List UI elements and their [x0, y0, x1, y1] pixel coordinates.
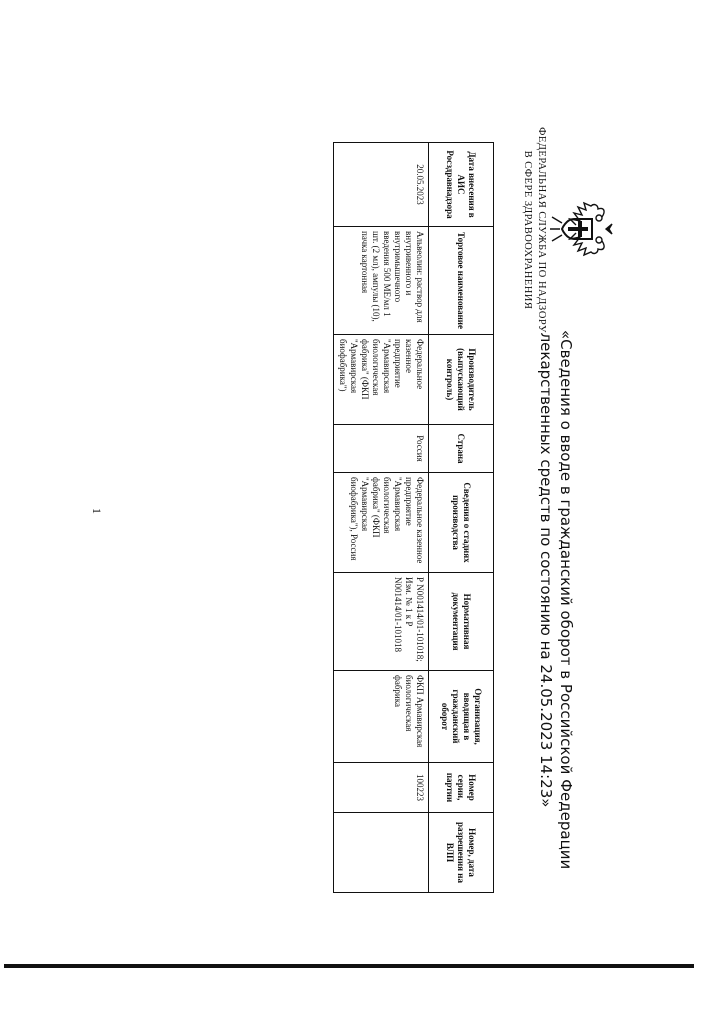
- table-row: [334, 143, 429, 893]
- double-headed-eagle-emblem-icon: [546, 197, 614, 261]
- agency-name-line1: ФЕДЕРАЛЬНАЯ СЛУЖБА ПО НАДЗОРУ: [536, 127, 547, 333]
- cell-permit: [334, 813, 429, 893]
- column-header-organization: Организация, вводящая в гражданский оборот: [429, 671, 494, 763]
- cell-trade-name: Альвеолин: раствор для внутривенного и внутримышечного введения 500 МЕ/мл 1 шт. (2 мл), ампулы (10), пачка картонная: [334, 227, 429, 335]
- column-header-date: Дата внесения в АИС Росздравнадзора: [429, 143, 494, 227]
- column-header-manufacturer: Производитель (выпускающий контроль): [429, 335, 494, 425]
- column-header-production-stages: Сведения о стадиях производства: [429, 473, 494, 573]
- cell-country: Россия: [334, 425, 429, 473]
- cell-organization: ФКП Армавирская биологическая фабрика: [334, 671, 429, 763]
- column-header-batch: Номер серии, партии: [429, 763, 494, 813]
- cell-batch: 100223: [334, 763, 429, 813]
- column-header-permit: Номер, дата разрешения на ВЛП: [429, 813, 494, 893]
- column-header-normative-doc: Нормативная документация: [429, 573, 494, 671]
- cell-manufacturer: Федеральное казенное предприятие "Армавирская биологическая фабрика" (ФКП "Армавирская биофабрика"): [334, 335, 429, 425]
- agency-name-line2: В СФЕРЕ ЗДРАВООХРАНЕНИЯ: [522, 150, 533, 310]
- medicines-table: [333, 142, 494, 893]
- scan-edge-line: [4, 964, 694, 968]
- column-header-trade-name: Торговое наименование: [429, 227, 494, 335]
- document-title: [536, 330, 576, 870]
- cell-date: 20.05.2023: [334, 143, 429, 227]
- table-header-row: [429, 143, 494, 893]
- document-title-line1: «Сведения о вводе в гражданский оборот в Российской Федерации: [557, 330, 575, 870]
- cell-production-stages: Федеральное казенное предприятие "Армавирская биологическая фабрика" (ФКП "Армавирская биофабрика"), Россия: [334, 473, 429, 573]
- cell-normative-doc: Р N001414/01-101018; Изм. № 1 к Р N001414/01-101018: [334, 573, 429, 671]
- document-title-line2: лекарственных средств по состоянию на 24.05.2023 14:23»: [537, 332, 555, 808]
- column-header-country: Страна: [429, 425, 494, 473]
- page-number: 1: [90, 508, 104, 514]
- agency-name: [520, 120, 548, 340]
